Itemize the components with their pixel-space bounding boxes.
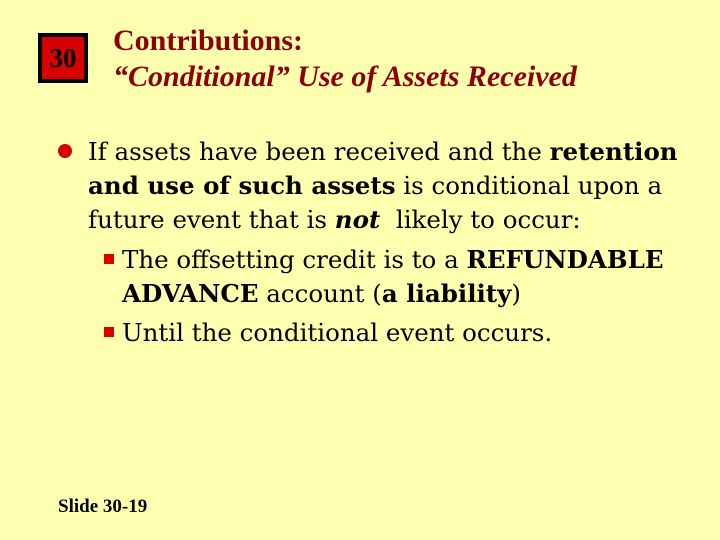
- sub-bullet-1-line-2: [122, 277, 521, 311]
- emphasis-advance: ADVANCE: [122, 279, 259, 308]
- main-bullet-line-1: [88, 135, 678, 169]
- emphasis-refundable: REFUNDABLE: [466, 245, 664, 274]
- square-bullet-icon: [104, 254, 114, 264]
- emphasis-liability: a liability: [381, 279, 512, 308]
- sub-bullet-text: account (: [258, 279, 382, 308]
- main-bullet-text: is conditional upon a: [395, 171, 663, 200]
- square-bullet-icon: [104, 327, 114, 337]
- sub-bullet-text: The offsetting credit is to a: [122, 245, 467, 274]
- main-bullet-text: likely to occur:: [380, 205, 581, 234]
- emphasis-use-of-assets: and use of such assets: [88, 171, 396, 200]
- emphasis-retention: retention: [549, 137, 678, 166]
- sub-bullet-text: ): [511, 279, 521, 308]
- main-bullet-text: If assets have been received and the: [88, 137, 550, 166]
- main-bullet-text: future event that is: [88, 205, 335, 234]
- slide-subtitle: “Conditional” Use of Assets Received: [113, 60, 577, 93]
- sub-bullet-text: Until the conditional event occurs.: [122, 318, 553, 347]
- sub-bullet-1-line-1: [122, 243, 664, 277]
- sub-bullet-2: [122, 316, 552, 350]
- emphasis-not: not: [334, 205, 381, 234]
- main-bullet-line-2: [88, 169, 662, 203]
- main-bullet-line-3: [88, 203, 581, 237]
- slide-title: Contributions:: [113, 24, 304, 57]
- bullet-dot-icon: [58, 144, 72, 158]
- slide-number: Slide 30-19: [58, 496, 148, 517]
- chapter-number: 30: [49, 42, 77, 73]
